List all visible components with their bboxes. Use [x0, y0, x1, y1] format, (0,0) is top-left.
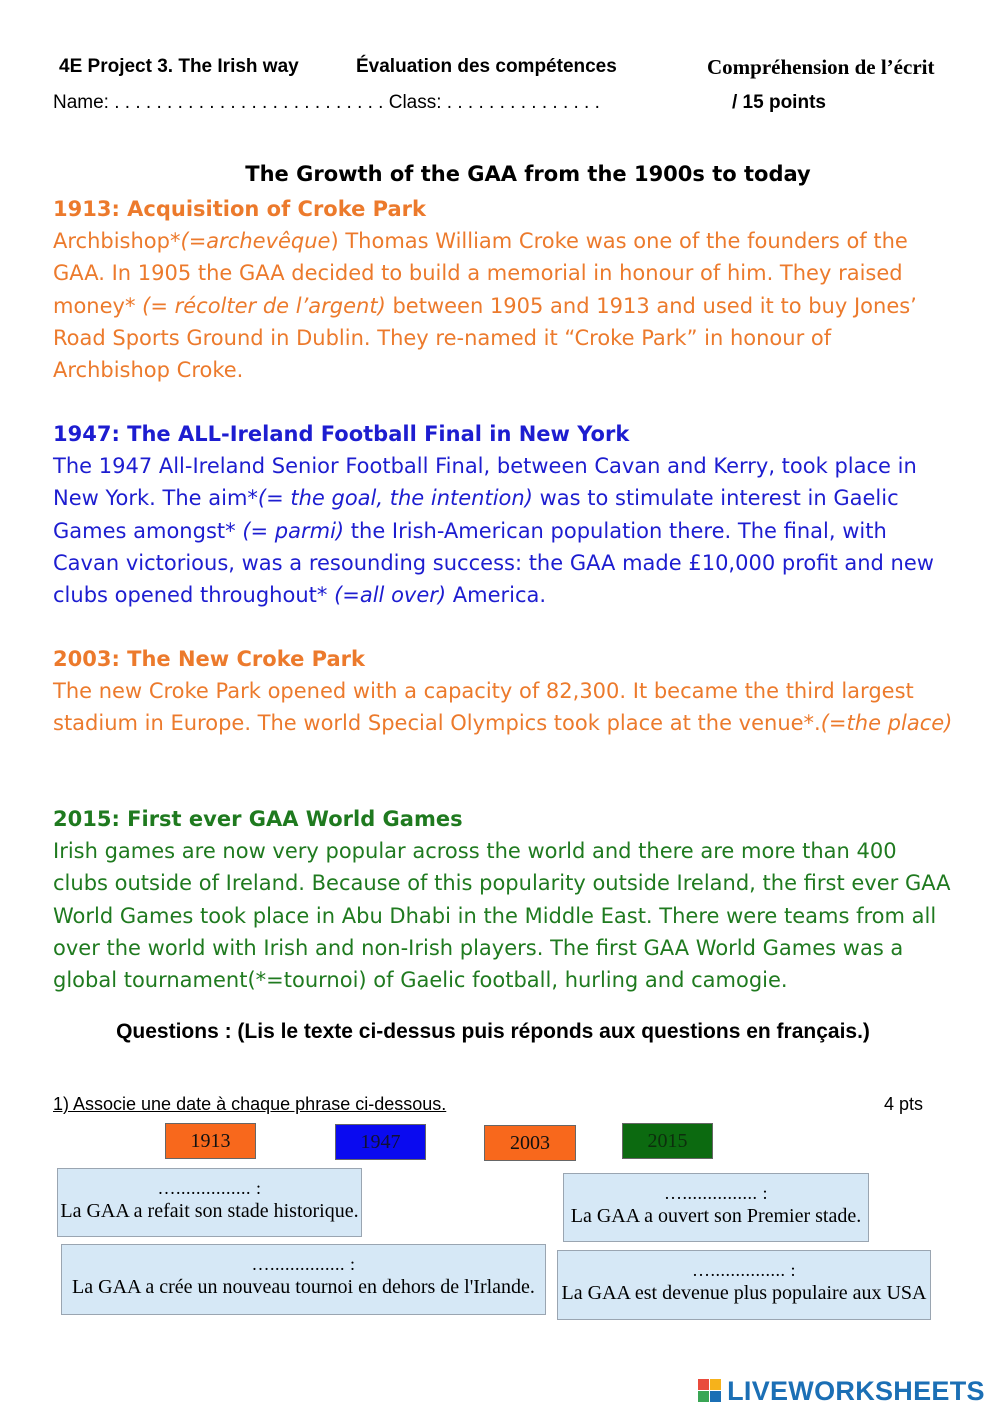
document-title: The Growth of the GAA from the 1900s to today [245, 162, 811, 186]
section-1913 [53, 193, 953, 386]
total-points: / 15 points [732, 92, 826, 113]
body-text: Irish games are now very popular across the world and there are more than 400 clubs outside of Ireland. Because of this popularity outside Ireland, the first ever GAA World Games took place in Abu Dhabi in the Middle East. There were teams from all over the world with Irish and non-Irish players. The first GAA World Games was a global tournament(*=tournoi) of Gaelic football, hurling and camogie. [53, 839, 951, 993]
body-text: the Irish-American population there. The final, with Cavan victorious, was a resounding success: the GAA made £10,000 profit and new clubs opened throughout* [53, 518, 934, 608]
body-text: America. [446, 583, 547, 608]
section-body [53, 225, 953, 386]
gloss-text: (=the place) [820, 711, 953, 736]
answer-box-new-tournament[interactable] [61, 1244, 546, 1315]
body-text: was to stimulate interest in Gaelic Games amongst* [53, 486, 899, 543]
section-2003 [53, 643, 953, 740]
date-chip-1947[interactable]: 1947 [335, 1124, 426, 1160]
section-1947 [53, 418, 953, 611]
name-class-line: Name: . . . . . . . . . . . . . . . . . . . . . . . . . . Class: . . . . . . . . . . . . . . . [53, 92, 600, 113]
answer-sentence: La GAA a ouvert son Premier stade. [570, 1205, 862, 1227]
header-skill: Compréhension de l’écrit [707, 55, 935, 79]
question-1-points: 4 pts [884, 1094, 924, 1114]
body-text: ) Thomas William Croke was one of the founders of the GAA. In 1905 the GAA decided to build a memorial in honour of him. They raised money* [53, 229, 908, 318]
date-chip-1913[interactable]: 1913 [165, 1123, 256, 1159]
section-heading: 1947: The ALL-Ireland Football Final in New York [53, 422, 630, 446]
answer-blank[interactable]: …............... : [663, 1183, 768, 1203]
section-heading: 2015: First ever GAA World Games [53, 807, 463, 831]
date-chip-2015[interactable]: 2015 [622, 1123, 713, 1159]
section-body [53, 450, 953, 611]
section-2015 [53, 803, 953, 996]
section-heading: 1913: Acquisition of Croke Park [53, 197, 427, 221]
answer-sentence: La GAA est devenue plus populaire aux USA [561, 1282, 927, 1304]
liveworksheets-logo [698, 1376, 985, 1407]
body-text: The 1947 All-Ireland Senior Football Final, between Cavan and Kerry, took place in New York. The aim* [53, 454, 917, 511]
header-evaluation: Évaluation des compétences [356, 56, 617, 77]
gloss-text: (= récolter de l’argent) [142, 293, 386, 318]
answer-box-popular-usa[interactable] [557, 1250, 931, 1320]
section-heading: 2003: The New Croke Park [53, 647, 365, 671]
answer-box-historic-stadium[interactable] [57, 1168, 362, 1237]
body-text: between 1905 and 1913 and used it to buy Jones’ Road Sports Ground in Dublin. They re-named it “Croke Park” in honour of Archbishop Croke. [53, 293, 917, 383]
question-1-prompt: 1) Associe une date à chaque phrase ci-dessous. [53, 1094, 447, 1114]
answer-blank[interactable]: …............... : [157, 1178, 262, 1198]
body-text: The new Croke Park opened with a capacity of 82,300. It became the third largest stadium in Europe. The world Special Olympics took place at the venue*. [53, 679, 914, 736]
answer-blank[interactable]: …............... : [691, 1260, 796, 1280]
gloss-text: (=archevêque [180, 229, 331, 253]
logo-text: LIVEWORKSHEETS [727, 1376, 985, 1406]
gloss-text: (= the goal, the intention) [257, 486, 533, 511]
body-text: Archbishop* [53, 229, 181, 253]
gloss-text: (= parmi) [242, 518, 345, 543]
questions-heading: Questions : (Lis le texte ci-dessus puis réponds aux questions en français.) [116, 1020, 870, 1043]
answer-sentence: La GAA a refait son stade historique. [60, 1200, 359, 1222]
liveworksheets-logo-icon [698, 1379, 722, 1403]
answer-blank[interactable]: …............... : [251, 1254, 356, 1274]
answer-sentence: La GAA a crée un nouveau tournoi en dehors de l'Irlande. [72, 1276, 535, 1298]
gloss-text: (=all over) [334, 583, 447, 608]
header-project: 4E Project 3. The Irish way [59, 56, 299, 77]
section-body [53, 835, 953, 996]
date-chip-2003[interactable]: 2003 [484, 1125, 576, 1161]
answer-box-first-stadium[interactable] [563, 1173, 869, 1242]
section-body [53, 675, 953, 740]
